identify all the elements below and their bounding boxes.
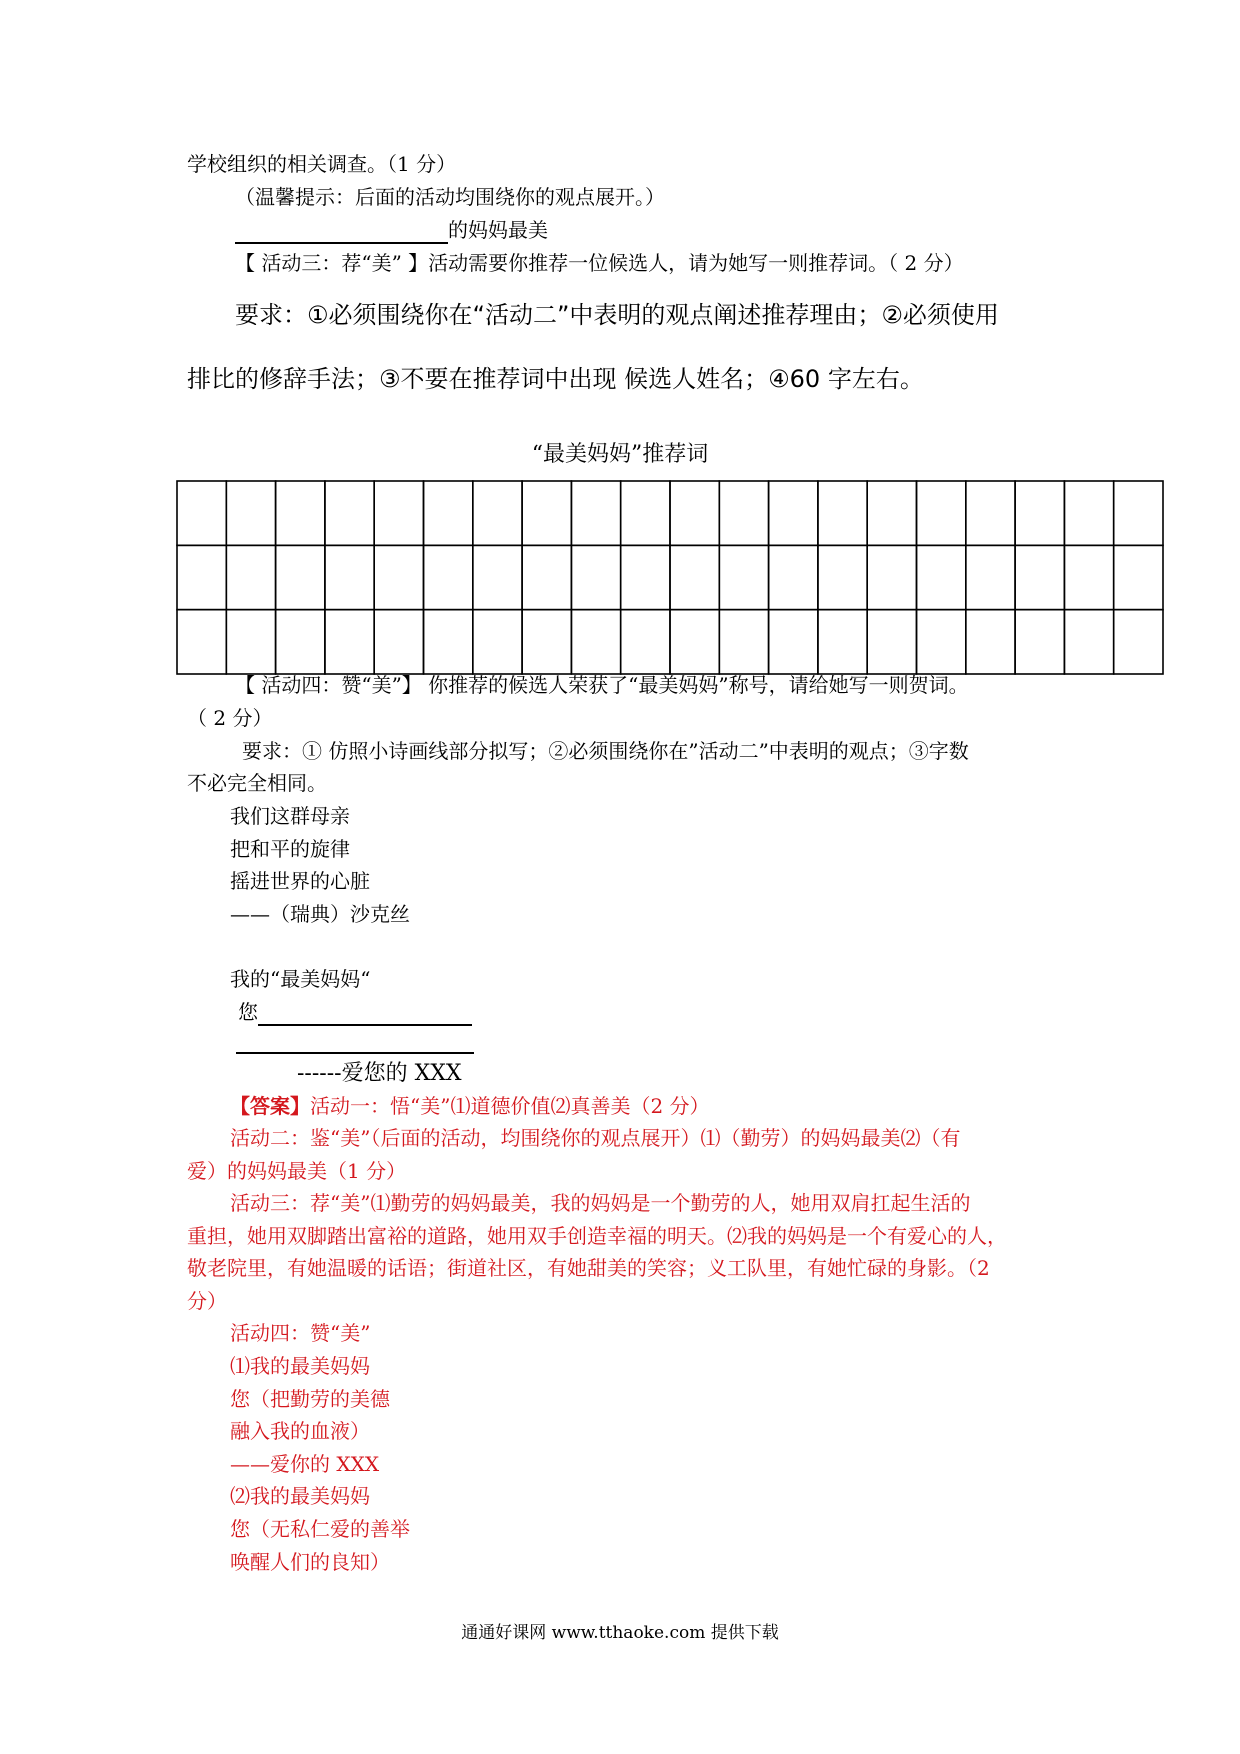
grid-cell	[621, 481, 670, 545]
viewpoint-suffix: 的妈妈最美	[448, 218, 548, 242]
grid-cell	[1114, 610, 1163, 674]
grid-cell	[226, 610, 275, 674]
answer-3-line-4: 分）	[187, 1289, 227, 1313]
answer-3-line-2: 重担，她用双脚踏出富裕的道路，她用双手创造幸福的明天。⑵我的妈妈是一个有爱心的人，	[187, 1224, 1007, 1248]
grid-cell	[769, 545, 818, 609]
grid-cell	[1064, 545, 1113, 609]
answer-1-text: 活动一：悟“美”⑴道德价值⑵真善美（2 分）	[310, 1094, 710, 1118]
writing-grid	[176, 480, 1164, 675]
grid-cell	[966, 545, 1015, 609]
grid-cell	[473, 481, 522, 545]
grid-cell	[325, 610, 374, 674]
grid-cell	[473, 545, 522, 609]
grid-cell	[966, 610, 1015, 674]
grid-cell	[917, 610, 966, 674]
my-best-mom-line: 我的“最美妈妈“	[230, 967, 371, 991]
grid-cell	[670, 610, 719, 674]
answer-poem-line: 唤醒人们的良知）	[230, 1550, 390, 1574]
grid-cell	[276, 610, 325, 674]
grid-cell	[966, 481, 1015, 545]
grid-cell	[473, 610, 522, 674]
grid-cell	[867, 481, 916, 545]
grid-cell	[571, 545, 620, 609]
grid-cell	[769, 610, 818, 674]
grid-cell	[818, 545, 867, 609]
grid-cell	[1064, 610, 1113, 674]
grid-cell	[226, 545, 275, 609]
grid-cell	[374, 545, 423, 609]
activity4-heading: 【 活动四：赞“美”】 你推荐的候选人荣获了“最美妈妈”称号，请给她写一则贺词。	[235, 673, 969, 697]
blank-underline	[236, 1034, 474, 1054]
text-line: 学校组织的相关调查。（1 分）	[187, 152, 457, 176]
grid-cell	[1015, 481, 1064, 545]
grid-cell	[818, 610, 867, 674]
poem-line: 我们这群母亲	[230, 804, 350, 828]
grid-cell	[226, 481, 275, 545]
hint-line: （温馨提示：后面的活动均围绕你的观点展开。）	[235, 185, 665, 209]
grid-cell	[719, 481, 768, 545]
requirement-line-2: 排比的修辞手法；③不要在推荐词中出现 候选人姓名；④60 字左右。	[187, 365, 924, 393]
activity3-heading: 【 活动三：荐“美” 】活动需要你推荐一位候选人，请为她写一则推荐词。（ 2 分）	[235, 251, 964, 275]
grid-cell	[867, 545, 916, 609]
grid-cell	[719, 545, 768, 609]
grid-cell	[177, 610, 226, 674]
grid-cell	[1114, 545, 1163, 609]
grid-cell	[325, 545, 374, 609]
you-label: 您	[238, 1000, 258, 1024]
grid-cell	[374, 481, 423, 545]
answer-poem-line: 您（无私仁爱的善举	[230, 1517, 410, 1541]
answer-tag: 【答案】	[230, 1094, 310, 1118]
grid-cell	[1114, 481, 1163, 545]
grid-cell	[424, 610, 473, 674]
grid-cell	[374, 610, 423, 674]
grid-cell	[769, 481, 818, 545]
grid-cell	[424, 481, 473, 545]
blank-underline	[258, 1002, 472, 1026]
answer-3-line-1: 活动三：荐“美”⑴勤劳的妈妈最美，我的妈妈是一个勤劳的人，她用双肩扛起生活的	[230, 1191, 971, 1215]
grid-cell	[571, 610, 620, 674]
answer-poem-line: ——爱你的 XXX	[230, 1452, 380, 1476]
answer-2-line-1: 活动二：鉴“美”（后面的活动，均围绕你的观点展开）⑴（勤劳）的妈妈最美⑵（有	[230, 1126, 961, 1150]
blank-underline	[235, 220, 448, 244]
grid-cell	[522, 610, 571, 674]
you-line	[238, 998, 472, 1026]
poem-author: ——（瑞典）沙克丝	[230, 902, 410, 926]
grid-cell	[276, 545, 325, 609]
poem-line: 把和平的旋律	[230, 837, 350, 861]
grid-cell	[670, 481, 719, 545]
grid-cell	[719, 610, 768, 674]
grid-cell	[325, 481, 374, 545]
requirement-line-1: 要求：①必须围绕你在“活动二”中表明的观点阐述推荐理由；②必须使用	[235, 301, 999, 329]
answer-poem-line: 融入我的血液）	[230, 1419, 370, 1443]
viewpoint-line	[235, 216, 548, 244]
grid-cell	[424, 545, 473, 609]
answer-3-line-3: 敬老院里，有她温暖的话语；街道社区，有她甜美的笑容；义工队里，有她忙碌的身影。（2	[187, 1256, 990, 1280]
grid-cell	[818, 481, 867, 545]
grid-cell	[522, 545, 571, 609]
grid-cell	[276, 481, 325, 545]
activity4-requirement-2: 不必完全相同。	[187, 771, 327, 795]
grid-cell	[571, 481, 620, 545]
answer-poem-line: 您（把勤劳的美德	[230, 1387, 390, 1411]
grid-cell	[522, 481, 571, 545]
activity4-score: （ 2 分）	[187, 706, 273, 730]
poem-line: 摇进世界的心脏	[230, 869, 370, 893]
grid-cell	[177, 481, 226, 545]
answer-poem-line: ⑴我的最美妈妈	[230, 1354, 370, 1378]
grid-cell	[1015, 545, 1064, 609]
activity4-requirement-1: 要求：① 仿照小诗画线部分拟写；②必须围绕你在”活动二”中表明的观点；③字数	[242, 739, 969, 763]
grid-cell	[917, 481, 966, 545]
answer-4-heading: 活动四：赞“美”	[230, 1321, 371, 1345]
grid-cell	[1015, 610, 1064, 674]
grid-cell	[621, 610, 670, 674]
grid-cell	[867, 610, 916, 674]
grid-title: “最美妈妈”推荐词	[531, 442, 709, 467]
footer-text: 通通好课网 www.tthaoke.com 提供下载	[461, 1623, 779, 1643]
answer-2-line-2: 爱）的妈妈最美（1 分）	[187, 1159, 407, 1183]
grid-cell	[177, 545, 226, 609]
grid-cell	[917, 545, 966, 609]
answer-1	[230, 1092, 710, 1120]
answer-poem-line: ⑵我的最美妈妈	[230, 1484, 370, 1508]
signature-line: ------爱您的 XXX	[297, 1061, 462, 1086]
grid-cell	[621, 545, 670, 609]
grid-cell	[670, 545, 719, 609]
grid-cell	[1064, 481, 1113, 545]
